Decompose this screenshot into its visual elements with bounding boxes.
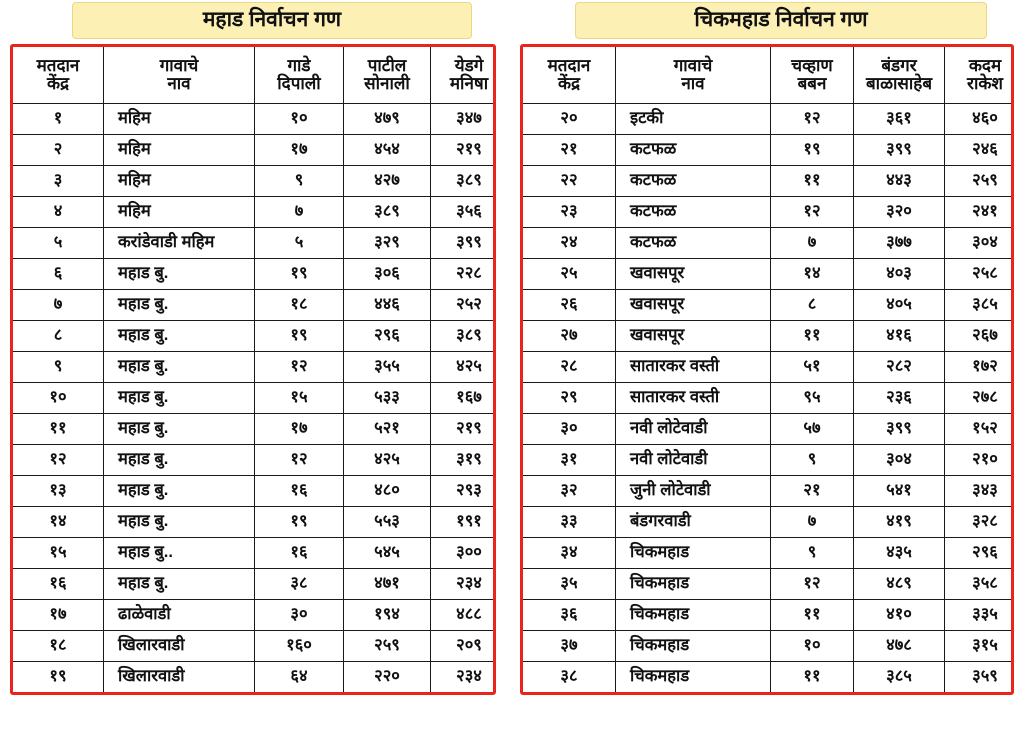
- cell-candidate-1-votes: १६: [255, 476, 344, 507]
- table-row: [523, 569, 1014, 600]
- cell-candidate-2-votes: ३२९: [344, 228, 431, 259]
- table-row: [13, 631, 496, 662]
- cell-polling-station: १०: [13, 383, 104, 414]
- cell-candidate-1-votes: १२: [255, 352, 344, 383]
- cell-candidate-2-votes: ४०३: [854, 259, 945, 290]
- column-header-candidate-3: येडगे मनिषा: [431, 47, 497, 104]
- cell-polling-station: ३०: [523, 414, 616, 445]
- cell-candidate-1-votes: ६४: [255, 662, 344, 693]
- cell-candidate-3-votes: ३८५: [945, 290, 1015, 321]
- cell-candidate-1-votes: १४: [771, 259, 854, 290]
- results-table-left: [13, 47, 496, 692]
- cell-candidate-3-votes: २३४: [431, 662, 497, 693]
- table-row: [13, 507, 496, 538]
- table-row: [523, 445, 1014, 476]
- cell-polling-station: २४: [523, 228, 616, 259]
- cell-village-name: महिम: [104, 166, 255, 197]
- cell-candidate-2-votes: १९४: [344, 600, 431, 631]
- table-row: [13, 538, 496, 569]
- cell-candidate-3-votes: ३९९: [431, 228, 497, 259]
- table-row: [13, 600, 496, 631]
- table-row: [523, 290, 1014, 321]
- cell-polling-station: १७: [13, 600, 104, 631]
- cell-candidate-2-votes: ४८०: [344, 476, 431, 507]
- cell-candidate-2-votes: ३८९: [344, 197, 431, 228]
- cell-village-name: महाड बु..: [104, 538, 255, 569]
- cell-candidate-2-votes: ४२५: [344, 445, 431, 476]
- cell-polling-station: ३३: [523, 507, 616, 538]
- cell-village-name: महिम: [104, 104, 255, 135]
- cell-village-name: खिलारवाडी: [104, 631, 255, 662]
- cell-candidate-3-votes: २४६: [945, 135, 1015, 166]
- table-frame-left: [10, 44, 496, 695]
- cell-candidate-3-votes: १९१: [431, 507, 497, 538]
- cell-candidate-1-votes: ११: [771, 321, 854, 352]
- cell-candidate-1-votes: १९: [255, 507, 344, 538]
- cell-candidate-3-votes: ३५६: [431, 197, 497, 228]
- table-header-right: [523, 47, 1014, 104]
- cell-village-name: महाड बु.: [104, 445, 255, 476]
- cell-polling-station: २०: [523, 104, 616, 135]
- cell-polling-station: १२: [13, 445, 104, 476]
- table-row: [13, 414, 496, 445]
- cell-candidate-3-votes: २२८: [431, 259, 497, 290]
- table-row: [13, 228, 496, 259]
- header-row: [523, 47, 1014, 104]
- cell-candidate-2-votes: ४१०: [854, 600, 945, 631]
- table-row: [523, 507, 1014, 538]
- cell-village-name: महाड बु.: [104, 507, 255, 538]
- cell-candidate-3-votes: २४१: [945, 197, 1015, 228]
- cell-candidate-1-votes: ५७: [771, 414, 854, 445]
- cell-polling-station: १६: [13, 569, 104, 600]
- cell-candidate-2-votes: ४२७: [344, 166, 431, 197]
- cell-candidate-1-votes: १७: [255, 135, 344, 166]
- cell-candidate-1-votes: ११: [771, 166, 854, 197]
- cell-village-name: महाड बु.: [104, 259, 255, 290]
- table-frame-right: [520, 44, 1014, 695]
- cell-polling-station: १४: [13, 507, 104, 538]
- cell-candidate-3-votes: २३४: [431, 569, 497, 600]
- table-row: [13, 662, 496, 693]
- table-row: [523, 352, 1014, 383]
- column-header-polling-station: मतदान केंद्र: [523, 47, 616, 104]
- header-row: [13, 47, 496, 104]
- cell-candidate-1-votes: ७: [771, 507, 854, 538]
- table-body-right: [523, 104, 1014, 693]
- cell-polling-station: २८: [523, 352, 616, 383]
- cell-village-name: चिकमहाड: [616, 569, 771, 600]
- cell-candidate-3-votes: ३३५: [945, 600, 1015, 631]
- cell-polling-station: ८: [13, 321, 104, 352]
- cell-candidate-3-votes: ४८८: [431, 600, 497, 631]
- cell-candidate-2-votes: ३६१: [854, 104, 945, 135]
- cell-polling-station: २७: [523, 321, 616, 352]
- table-row: [523, 476, 1014, 507]
- column-header-candidate-1: गाडे दिपाली: [255, 47, 344, 104]
- cell-candidate-2-votes: ४५४: [344, 135, 431, 166]
- cell-village-name: महाड बु.: [104, 476, 255, 507]
- cell-candidate-2-votes: ३९९: [854, 414, 945, 445]
- table-row: [13, 166, 496, 197]
- cell-candidate-1-votes: ३८: [255, 569, 344, 600]
- cell-polling-station: ९: [13, 352, 104, 383]
- cell-candidate-1-votes: १६०: [255, 631, 344, 662]
- cell-candidate-2-votes: ५३३: [344, 383, 431, 414]
- cell-candidate-1-votes: १९: [771, 135, 854, 166]
- cell-candidate-3-votes: ३८९: [431, 166, 497, 197]
- table-header-left: [13, 47, 496, 104]
- cell-candidate-2-votes: ३०६: [344, 259, 431, 290]
- cell-village-name: कटफळ: [616, 166, 771, 197]
- table-row: [13, 290, 496, 321]
- cell-candidate-1-votes: ८: [771, 290, 854, 321]
- cell-candidate-1-votes: १९: [255, 321, 344, 352]
- cell-candidate-2-votes: ४०५: [854, 290, 945, 321]
- cell-candidate-1-votes: १९: [255, 259, 344, 290]
- cell-candidate-3-votes: २१९: [431, 135, 497, 166]
- cell-candidate-1-votes: ५: [255, 228, 344, 259]
- cell-candidate-3-votes: ४६०: [945, 104, 1015, 135]
- cell-polling-station: ३: [13, 166, 104, 197]
- cell-candidate-2-votes: ३५५: [344, 352, 431, 383]
- cell-polling-station: ३८: [523, 662, 616, 693]
- cell-candidate-3-votes: ३२८: [945, 507, 1015, 538]
- cell-candidate-2-votes: ३८५: [854, 662, 945, 693]
- cell-candidate-3-votes: २५८: [945, 259, 1015, 290]
- cell-candidate-1-votes: १६: [255, 538, 344, 569]
- cell-candidate-2-votes: ३७७: [854, 228, 945, 259]
- column-header-candidate-3: कदम राकेश: [945, 47, 1015, 104]
- cell-candidate-2-votes: ४१९: [854, 507, 945, 538]
- table-row: [13, 259, 496, 290]
- cell-candidate-1-votes: ९५: [771, 383, 854, 414]
- cell-candidate-1-votes: ५१: [771, 352, 854, 383]
- table-row: [13, 445, 496, 476]
- cell-candidate-3-votes: ३८९: [431, 321, 497, 352]
- cell-polling-station: २५: [523, 259, 616, 290]
- cell-candidate-3-votes: १५२: [945, 414, 1015, 445]
- cell-village-name: खवासपूर: [616, 259, 771, 290]
- column-header-candidate-1: चव्हाण बबन: [771, 47, 854, 104]
- cell-polling-station: ६: [13, 259, 104, 290]
- cell-candidate-2-votes: ४४३: [854, 166, 945, 197]
- table-row: [13, 383, 496, 414]
- cell-village-name: कटफळ: [616, 135, 771, 166]
- cell-candidate-3-votes: ३००: [431, 538, 497, 569]
- cell-candidate-2-votes: २८२: [854, 352, 945, 383]
- results-table-right: [523, 47, 1014, 692]
- cell-candidate-2-votes: २९६: [344, 321, 431, 352]
- cell-polling-station: १८: [13, 631, 104, 662]
- cell-village-name: चिकमहाड: [616, 600, 771, 631]
- cell-candidate-3-votes: २५९: [945, 166, 1015, 197]
- cell-polling-station: ३१: [523, 445, 616, 476]
- cell-candidate-1-votes: १२: [771, 569, 854, 600]
- cell-village-name: महाड बु.: [104, 383, 255, 414]
- cell-candidate-3-votes: २७८: [945, 383, 1015, 414]
- cell-candidate-3-votes: १७२: [945, 352, 1015, 383]
- table-row: [13, 197, 496, 228]
- cell-candidate-1-votes: ७: [771, 228, 854, 259]
- column-header-polling-station: मतदान केंद्र: [13, 47, 104, 104]
- table-row: [523, 383, 1014, 414]
- table-row: [523, 321, 1014, 352]
- table-row: [13, 476, 496, 507]
- cell-candidate-1-votes: १७: [255, 414, 344, 445]
- cell-polling-station: ४: [13, 197, 104, 228]
- cell-village-name: चिकमहाड: [616, 662, 771, 693]
- table-row: [523, 135, 1014, 166]
- cell-candidate-1-votes: १०: [255, 104, 344, 135]
- cell-polling-station: ३४: [523, 538, 616, 569]
- table-row: [523, 414, 1014, 445]
- cell-candidate-2-votes: ५२१: [344, 414, 431, 445]
- cell-candidate-1-votes: ३०: [255, 600, 344, 631]
- table-row: [523, 662, 1014, 693]
- cell-candidate-3-votes: ३५९: [945, 662, 1015, 693]
- cell-polling-station: १: [13, 104, 104, 135]
- table-row: [13, 569, 496, 600]
- cell-candidate-1-votes: ७: [255, 197, 344, 228]
- table-row: [523, 104, 1014, 135]
- table-row: [13, 321, 496, 352]
- cell-candidate-2-votes: २३६: [854, 383, 945, 414]
- cell-village-name: महिम: [104, 197, 255, 228]
- table-title-right: चिकमहाड निर्वाचन गण: [575, 2, 987, 39]
- column-header-candidate-2: बंडगर बाळासाहेब: [854, 47, 945, 104]
- cell-candidate-3-votes: ३१५: [945, 631, 1015, 662]
- cell-candidate-2-votes: ३०४: [854, 445, 945, 476]
- table-row: [13, 135, 496, 166]
- cell-candidate-1-votes: २१: [771, 476, 854, 507]
- cell-village-name: कटफळ: [616, 228, 771, 259]
- cell-candidate-3-votes: ३४७: [431, 104, 497, 135]
- cell-polling-station: २१: [523, 135, 616, 166]
- cell-candidate-1-votes: ९: [255, 166, 344, 197]
- cell-polling-station: १५: [13, 538, 104, 569]
- cell-candidate-2-votes: ४१६: [854, 321, 945, 352]
- cell-village-name: बंडगरवाडी: [616, 507, 771, 538]
- cell-village-name: खवासपूर: [616, 321, 771, 352]
- cell-village-name: ढाळेवाडी: [104, 600, 255, 631]
- cell-candidate-2-votes: ५४१: [854, 476, 945, 507]
- cell-village-name: महाड बु.: [104, 321, 255, 352]
- cell-candidate-1-votes: ११: [771, 600, 854, 631]
- cell-candidate-2-votes: ५४५: [344, 538, 431, 569]
- cell-candidate-1-votes: १२: [255, 445, 344, 476]
- cell-polling-station: १३: [13, 476, 104, 507]
- cell-candidate-3-votes: २१९: [431, 414, 497, 445]
- table-row: [523, 197, 1014, 228]
- column-header-village-name: गावाचे नाव: [616, 47, 771, 104]
- cell-village-name: करांडेवाडी महिम: [104, 228, 255, 259]
- cell-candidate-1-votes: १८: [255, 290, 344, 321]
- cell-polling-station: २२: [523, 166, 616, 197]
- cell-candidate-2-votes: २२०: [344, 662, 431, 693]
- cell-polling-station: १९: [13, 662, 104, 693]
- cell-village-name: सातारकर वस्ती: [616, 352, 771, 383]
- cell-polling-station: २३: [523, 197, 616, 228]
- cell-polling-station: ७: [13, 290, 104, 321]
- cell-village-name: चिकमहाड: [616, 631, 771, 662]
- cell-polling-station: ५: [13, 228, 104, 259]
- cell-candidate-1-votes: १०: [771, 631, 854, 662]
- cell-candidate-2-votes: ४७१: [344, 569, 431, 600]
- table-body-left: [13, 104, 496, 693]
- table-title-left: महाड निर्वाचन गण: [72, 2, 472, 39]
- cell-candidate-2-votes: ३९९: [854, 135, 945, 166]
- cell-candidate-3-votes: ३०४: [945, 228, 1015, 259]
- cell-village-name: खिलारवाडी: [104, 662, 255, 693]
- cell-candidate-2-votes: ३२०: [854, 197, 945, 228]
- cell-candidate-3-votes: २६७: [945, 321, 1015, 352]
- cell-polling-station: ३७: [523, 631, 616, 662]
- table-row: [523, 259, 1014, 290]
- cell-candidate-2-votes: ५५३: [344, 507, 431, 538]
- cell-candidate-3-votes: २९६: [945, 538, 1015, 569]
- cell-candidate-1-votes: ९: [771, 445, 854, 476]
- cell-village-name: इटकी: [616, 104, 771, 135]
- cell-village-name: महाड बु.: [104, 569, 255, 600]
- table-row: [523, 166, 1014, 197]
- cell-village-name: महाड बु.: [104, 290, 255, 321]
- cell-candidate-3-votes: ३१९: [431, 445, 497, 476]
- cell-candidate-2-votes: २५९: [344, 631, 431, 662]
- table-row: [523, 538, 1014, 569]
- cell-candidate-3-votes: ४२५: [431, 352, 497, 383]
- cell-candidate-2-votes: ४४६: [344, 290, 431, 321]
- cell-village-name: चिकमहाड: [616, 538, 771, 569]
- table-row: [523, 631, 1014, 662]
- cell-polling-station: २९: [523, 383, 616, 414]
- cell-polling-station: ३६: [523, 600, 616, 631]
- cell-village-name: महाड बु.: [104, 352, 255, 383]
- cell-candidate-3-votes: २०९: [431, 631, 497, 662]
- cell-village-name: नवी लोटेवाडी: [616, 445, 771, 476]
- cell-candidate-1-votes: ९: [771, 538, 854, 569]
- cell-village-name: खवासपूर: [616, 290, 771, 321]
- cell-candidate-3-votes: ३५८: [945, 569, 1015, 600]
- cell-polling-station: २: [13, 135, 104, 166]
- column-header-candidate-2: पाटील सोनाली: [344, 47, 431, 104]
- cell-candidate-2-votes: ४८९: [854, 569, 945, 600]
- cell-village-name: जुनी लोटेवाडी: [616, 476, 771, 507]
- cell-village-name: नवी लोटेवाडी: [616, 414, 771, 445]
- cell-village-name: महाड बु.: [104, 414, 255, 445]
- cell-candidate-2-votes: ४३५: [854, 538, 945, 569]
- cell-village-name: सातारकर वस्ती: [616, 383, 771, 414]
- column-header-village-name: गावाचे नाव: [104, 47, 255, 104]
- cell-candidate-1-votes: १२: [771, 104, 854, 135]
- cell-polling-station: ३२: [523, 476, 616, 507]
- cell-candidate-3-votes: २१०: [945, 445, 1015, 476]
- cell-village-name: महिम: [104, 135, 255, 166]
- cell-candidate-2-votes: ४७८: [854, 631, 945, 662]
- cell-candidate-2-votes: ४७९: [344, 104, 431, 135]
- cell-polling-station: २६: [523, 290, 616, 321]
- table-row: [13, 104, 496, 135]
- cell-candidate-3-votes: २५२: [431, 290, 497, 321]
- cell-polling-station: ११: [13, 414, 104, 445]
- cell-candidate-1-votes: १५: [255, 383, 344, 414]
- cell-polling-station: ३५: [523, 569, 616, 600]
- table-row: [523, 228, 1014, 259]
- cell-candidate-3-votes: १६७: [431, 383, 497, 414]
- cell-candidate-1-votes: ११: [771, 662, 854, 693]
- cell-candidate-3-votes: २९३: [431, 476, 497, 507]
- table-row: [13, 352, 496, 383]
- cell-village-name: कटफळ: [616, 197, 771, 228]
- table-row: [523, 600, 1014, 631]
- cell-candidate-3-votes: ३४३: [945, 476, 1015, 507]
- cell-candidate-1-votes: १२: [771, 197, 854, 228]
